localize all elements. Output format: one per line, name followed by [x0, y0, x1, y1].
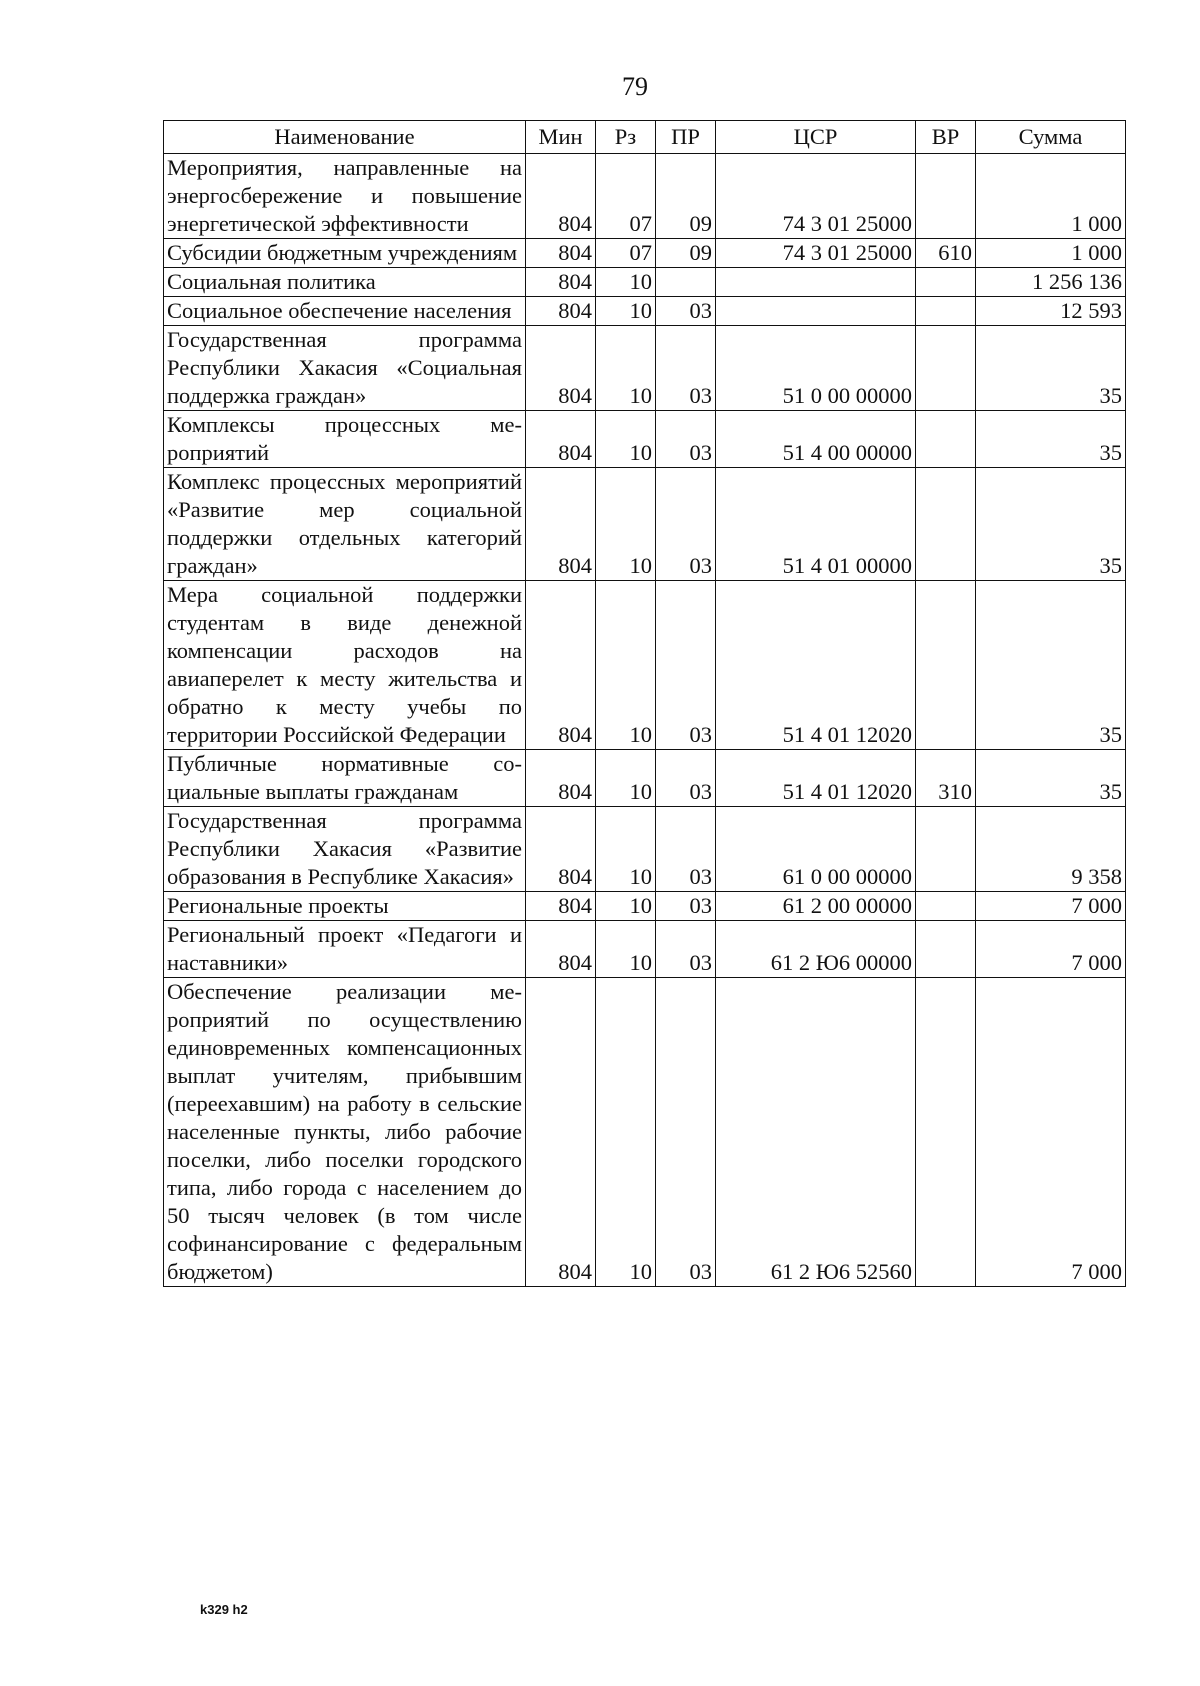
header-pr: ПР	[656, 121, 716, 154]
row-rz: 10	[596, 411, 656, 468]
row-rz: 07	[596, 239, 656, 268]
row-vr	[916, 411, 976, 468]
row-sum: 7 000	[976, 892, 1126, 921]
row-name: Мера социальной поддержки студентам в виде денежной компенсации расходов на авиаперелет к месту жительства и обратно к месту учебы по территории Российской Федерации	[164, 581, 526, 750]
table-row	[164, 921, 1126, 978]
row-sum: 35	[976, 411, 1126, 468]
row-min: 804	[526, 154, 596, 239]
row-csr: 61 0 00 00000	[716, 807, 916, 892]
row-csr: 74 3 01 25000	[716, 239, 916, 268]
row-min: 804	[526, 411, 596, 468]
row-vr: 310	[916, 750, 976, 807]
row-csr	[716, 268, 916, 297]
header-sum: Сумма	[976, 121, 1126, 154]
table-row	[164, 268, 1126, 297]
row-min: 804	[526, 921, 596, 978]
row-rz: 10	[596, 581, 656, 750]
row-rz: 10	[596, 978, 656, 1287]
row-sum: 7 000	[976, 921, 1126, 978]
row-rz: 07	[596, 154, 656, 239]
row-pr	[656, 268, 716, 297]
row-min: 804	[526, 468, 596, 581]
row-min: 804	[526, 297, 596, 326]
row-vr	[916, 581, 976, 750]
row-vr	[916, 154, 976, 239]
row-min: 804	[526, 239, 596, 268]
row-sum: 1 256 136	[976, 268, 1126, 297]
row-rz: 10	[596, 750, 656, 807]
row-pr: 09	[656, 239, 716, 268]
page-number: 79	[622, 72, 648, 101]
row-vr	[916, 326, 976, 411]
row-vr	[916, 978, 976, 1287]
row-pr: 03	[656, 978, 716, 1287]
row-pr: 03	[656, 326, 716, 411]
row-pr: 09	[656, 154, 716, 239]
row-sum: 35	[976, 326, 1126, 411]
header-rz: Рз	[596, 121, 656, 154]
row-min: 804	[526, 807, 596, 892]
footer-code: k329 h2	[200, 1602, 248, 1617]
row-min: 804	[526, 326, 596, 411]
header-vr: ВР	[916, 121, 976, 154]
row-sum: 35	[976, 468, 1126, 581]
row-csr: 51 0 00 00000	[716, 326, 916, 411]
header-min: Мин	[526, 121, 596, 154]
row-name: Социальное обеспечение населения	[164, 297, 526, 326]
row-csr	[716, 297, 916, 326]
row-min: 804	[526, 268, 596, 297]
row-sum: 12 593	[976, 297, 1126, 326]
row-csr: 74 3 01 25000	[716, 154, 916, 239]
row-vr	[916, 807, 976, 892]
row-name: Комплексы процессных мероприятий	[164, 411, 526, 468]
table-row	[164, 411, 1126, 468]
row-csr: 61 2 Ю6 00000	[716, 921, 916, 978]
row-pr: 03	[656, 892, 716, 921]
table-row	[164, 892, 1126, 921]
row-name: Комплекс процессных мероприятий «Развитие мер социальной поддержки отдельных категорий граждан»	[164, 468, 526, 581]
row-min: 804	[526, 978, 596, 1287]
row-rz: 10	[596, 807, 656, 892]
row-name: Субсидии бюджетным учреждениям	[164, 239, 526, 268]
row-rz: 10	[596, 892, 656, 921]
row-min: 804	[526, 750, 596, 807]
row-name: Региональный проект «Педагоги и наставники»	[164, 921, 526, 978]
row-rz: 10	[596, 297, 656, 326]
row-csr: 51 4 01 12020	[716, 750, 916, 807]
row-rz: 10	[596, 326, 656, 411]
row-vr: 610	[916, 239, 976, 268]
row-pr: 03	[656, 581, 716, 750]
budget-table-container	[163, 120, 1126, 1287]
row-name: Публичные нормативные социальные выплаты гражданам	[164, 750, 526, 807]
table-header-row	[164, 121, 1126, 154]
row-rz: 10	[596, 268, 656, 297]
row-min: 804	[526, 892, 596, 921]
row-csr: 51 4 00 00000	[716, 411, 916, 468]
table-row	[164, 154, 1126, 239]
row-name: Социальная политика	[164, 268, 526, 297]
row-sum: 35	[976, 581, 1126, 750]
row-pr: 03	[656, 921, 716, 978]
header-name: Наименование	[164, 121, 526, 154]
row-pr: 03	[656, 297, 716, 326]
row-pr: 03	[656, 411, 716, 468]
row-vr	[916, 268, 976, 297]
row-name: Обеспечение реализации мероприятий по осуществлению единовременных компенсационных выплат учителям, прибывшим (переехавшим) на работу в сельские населенные пункты, либо рабочие поселки, либо поселки городского типа, либо города с населением до 50 тысяч человек (в том числе софинансирование с федеральным бюджетом)	[164, 978, 526, 1287]
row-name: Государственная программа Республики Хакасия «Развитие образования в Республике Хакасия»	[164, 807, 526, 892]
row-name: Региональные проекты	[164, 892, 526, 921]
row-sum: 1 000	[976, 239, 1126, 268]
row-vr	[916, 468, 976, 581]
row-vr	[916, 892, 976, 921]
row-name: Мероприятия, направленные на энергосбережение и повышение энергетической эффективности	[164, 154, 526, 239]
row-sum: 9 358	[976, 807, 1126, 892]
row-rz: 10	[596, 468, 656, 581]
row-csr: 51 4 01 12020	[716, 581, 916, 750]
table-row	[164, 807, 1126, 892]
row-sum: 1 000	[976, 154, 1126, 239]
row-csr: 61 2 00 00000	[716, 892, 916, 921]
row-pr: 03	[656, 807, 716, 892]
header-csr: ЦСР	[716, 121, 916, 154]
table-row	[164, 468, 1126, 581]
row-name: Государственная программа Республики Хакасия «Социальная поддержка граждан»	[164, 326, 526, 411]
table-row	[164, 326, 1126, 411]
row-min: 804	[526, 581, 596, 750]
table-row	[164, 297, 1126, 326]
row-sum: 35	[976, 750, 1126, 807]
table-row	[164, 750, 1126, 807]
row-pr: 03	[656, 468, 716, 581]
budget-table	[163, 120, 1126, 1287]
row-vr	[916, 921, 976, 978]
row-vr	[916, 297, 976, 326]
row-sum: 7 000	[976, 978, 1126, 1287]
table-row	[164, 581, 1126, 750]
row-pr: 03	[656, 750, 716, 807]
row-rz: 10	[596, 921, 656, 978]
row-csr: 51 4 01 00000	[716, 468, 916, 581]
row-csr: 61 2 Ю6 52560	[716, 978, 916, 1287]
table-row	[164, 978, 1126, 1287]
table-row	[164, 239, 1126, 268]
